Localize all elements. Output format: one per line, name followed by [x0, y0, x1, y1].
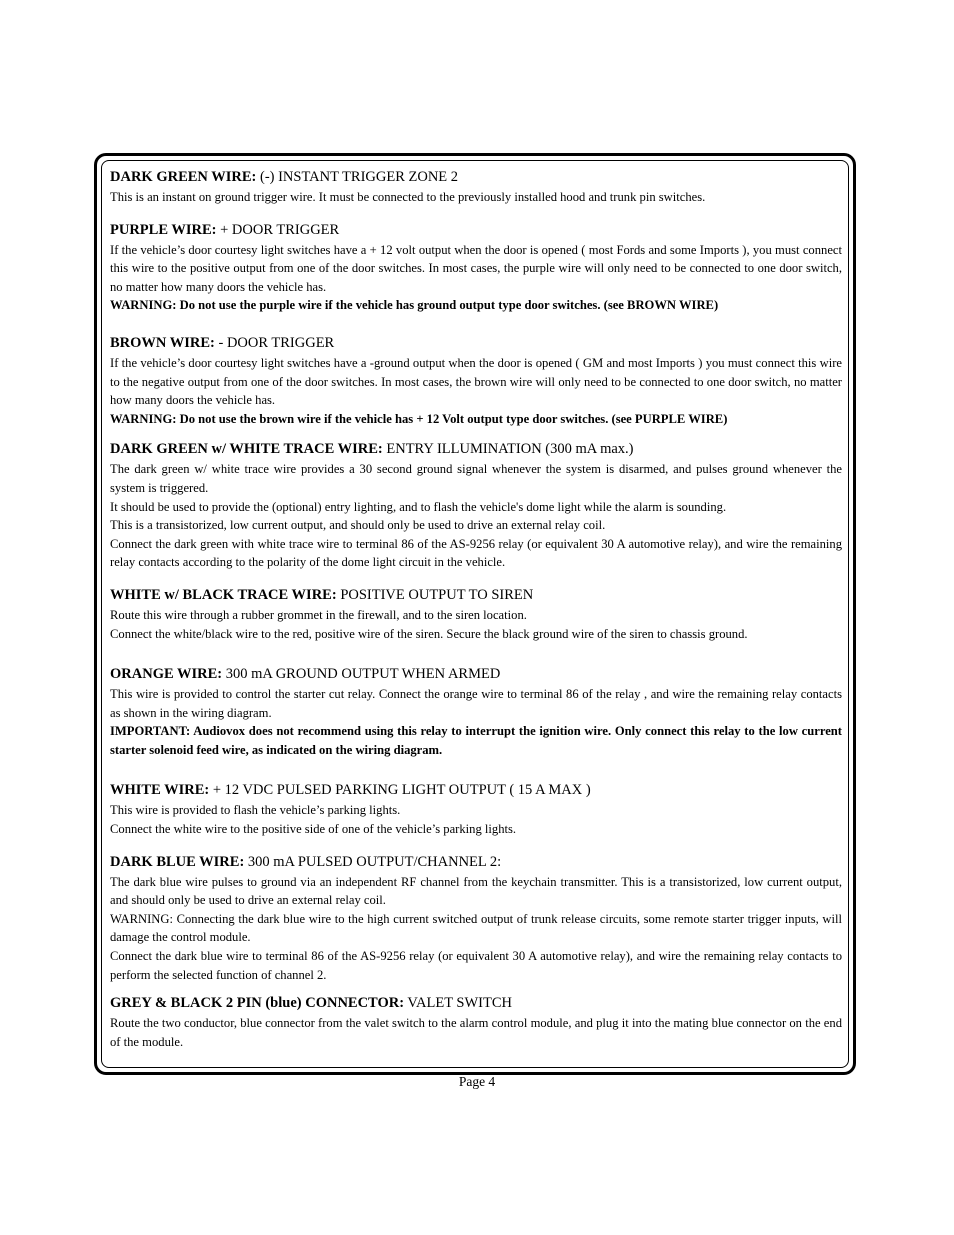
paragraph: Route this wire through a rubber grommet in the firewall, and to the siren location. — [110, 607, 527, 622]
paragraph: The dark blue wire pulses to ground via an independent RF channel from the keychain transmitter. This is a transistorized, low current output, and should only be used to drive an external relay coil. — [110, 874, 842, 908]
paragraph: This wire is provided to control the starter cut relay. Connect the orange wire to terminal 86 of the relay , and wire the remaining relay contacts as shown in the wiring diagram. — [110, 687, 842, 720]
document-body — [110, 168, 842, 1051]
important-text: IMPORTANT: Audiovox does not recommend using this relay to interrupt the ignition wire. Only connect this relay to the low current starter solenoid feed wire, as indicated on the wiring diagram. — [110, 724, 842, 757]
paragraph: WARNING: Connecting the dark blue wire to the high current switched output of trunk release circuits, some remote starter trigger inputs, will damage the control module. — [110, 911, 842, 945]
page-number: Page 4 — [458, 1074, 496, 1089]
section-white-black-trace-wire — [110, 586, 842, 643]
warning-text: WARNING: Do not use the brown wire if the vehicle has + 12 Volt output type door switches. (see PURPLE WIRE) — [110, 411, 728, 426]
section-heading: ORANGE WIRE: 300 mA GROUND OUTPUT WHEN ARMED — [110, 666, 501, 683]
section-heading: PURPLE WIRE: + DOOR TRIGGER — [110, 221, 340, 238]
section-white-wire — [110, 781, 842, 838]
section-purple-wire — [110, 221, 842, 315]
paragraph: The dark green w/ white trace wire provides a 30 second ground signal whenever the system is disarmed, and pulses ground whenever the system is triggered. — [110, 462, 842, 495]
paragraph: If the vehicle’s door courtesy light switches have a -ground output when the door is opened ( GM and most Imports ) you must connect this wire to the negative output from one of the door switches. In most cases, the brown wire will only need to be connected to one door switch, no matter how many doors the vehicle has. — [110, 355, 842, 408]
paragraph: Route the two conductor, blue connector from the valet switch to the alarm control module, and plug it into the mating blue connector on the end of the module. — [110, 1016, 842, 1049]
section-heading: WHITE WIRE: + 12 VDC PULSED PARKING LIGHT OUTPUT ( 15 A MAX ) — [110, 782, 591, 799]
section-brown-wire — [110, 334, 842, 428]
paragraph: This is a transistorized, low current output, and should only be used to drive an external relay coil. — [110, 518, 606, 533]
section-orange-wire — [110, 665, 842, 759]
section-dark-green-white-trace-wire — [110, 440, 842, 572]
paragraph: If the vehicle’s door courtesy light switches have a + 12 volt output when the door is opened ( most Fords and some Imports ), you must connect this wire to the positive output from one of the door switches. In most cases, the purple wire will only need to be connected to one door switch, no matter how many doors the vehicle has. — [110, 242, 842, 294]
section-dark-blue-wire — [110, 853, 842, 985]
section-heading: GREY & BLACK 2 PIN (blue) CONNECTOR: VALET SWITCH — [110, 995, 512, 1012]
section-heading: DARK GREEN w/ WHITE TRACE WIRE: ENTRY ILLUMINATION (300 mA max.) — [110, 441, 634, 458]
section-dark-green-wire — [110, 168, 842, 207]
paragraph: This wire is provided to flash the vehicle’s parking lights. — [110, 803, 401, 818]
paragraph: Connect the white/black wire to the red, positive wire of the siren. Secure the black ground wire of the siren to chassis ground. — [110, 626, 748, 641]
paragraph: Connect the white wire to the positive side of one of the vehicle’s parking lights. — [110, 822, 517, 837]
paragraph: Connect the dark green with white trace wire to terminal 86 of the AS-9256 relay (or equivalent 30 A automotive relay), and wire the remaining relay contacts according to the polarity of the dome light circuit in the vehicle. — [110, 536, 842, 570]
paragraph: Connect the dark blue wire to terminal 86 of the AS-9256 relay (or equivalent 30 A automotive relay), and wire the remaining relay contacts to perform the selected function of channel 2. — [110, 949, 842, 982]
section-heading: WHITE w/ BLACK TRACE WIRE: POSITIVE OUTPUT TO SIREN — [110, 586, 534, 603]
section-heading: DARK BLUE WIRE: 300 mA PULSED OUTPUT/CHANNEL 2: — [110, 853, 502, 870]
section-grey-black-connector — [110, 994, 842, 1051]
warning-text: WARNING: Do not use the purple wire if the vehicle has ground output type door switches. (see BROWN WIRE) — [110, 298, 719, 313]
section-heading: BROWN WIRE: - DOOR TRIGGER — [110, 334, 335, 351]
paragraph: This is an instant on ground trigger wire. It must be connected to the previously installed hood and trunk pin switches. — [110, 190, 706, 204]
section-heading: DARK GREEN WIRE: (-) INSTANT TRIGGER ZONE 2 — [110, 169, 459, 185]
paragraph: It should be used to provide the (optional) entry lighting, and to flash the vehicle's dome light while the alarm is sounding. — [110, 499, 727, 514]
